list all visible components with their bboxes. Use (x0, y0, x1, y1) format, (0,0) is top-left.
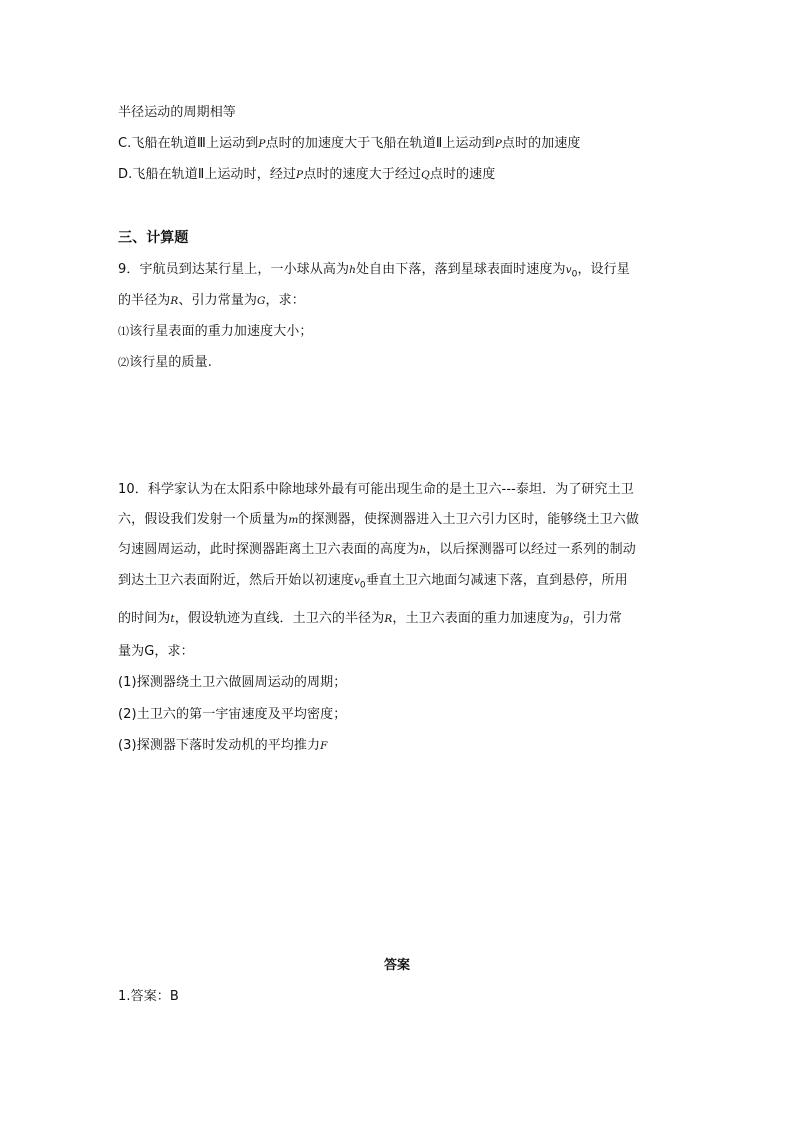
option-d-var-p: P (296, 169, 304, 181)
q8-option-d (118, 166, 495, 184)
q10-text-5d: ，引力常 (569, 611, 622, 626)
q9-var-v-sub: 0 (571, 269, 578, 280)
q9-var-h: h (349, 264, 356, 276)
q8-continuation-text: 半径运动的周期相等 (118, 105, 236, 120)
option-d-text-c: 点时的速度 (429, 167, 496, 182)
answer-1-text: 1.答案：B (118, 989, 179, 1004)
option-c-text-c: 点时的加速度 (501, 136, 581, 151)
q8-continuation-line (118, 104, 236, 122)
q10-var-v-sub: 0 (359, 580, 366, 591)
q10-text-5b: ，假设轨迹为直线．土卫六的半径为 (174, 611, 385, 626)
q10-text-2a: 六，假设我们发射一个质量为 (118, 512, 289, 527)
option-d-text-a: D.飞船在轨道Ⅱ上运动时，经过 (118, 167, 297, 182)
q10-part-1-text: (1)探测器绕土卫六做圆周运动的周期； (118, 675, 347, 690)
q9-var-v: v (565, 264, 572, 276)
q9-part-2-text: 该行星的质量. (129, 355, 212, 370)
q10-var-r: R (384, 613, 393, 625)
q10-text-4b: 垂直土卫六地面匀减速下落，直到悬停，所用 (365, 573, 628, 588)
answer-1 (118, 988, 179, 1006)
q10-text-3b: ，以后探测器可以经过一系列的制动 (426, 542, 636, 557)
option-c-var-p1: P (258, 138, 266, 150)
q9-part-1 (118, 323, 313, 341)
option-c-text-a: C.飞船在轨道Ⅲ上运动到 (118, 136, 259, 151)
q10-var-f: F (320, 740, 328, 752)
q10-var-h: h (419, 544, 427, 556)
q9-var-g: G (257, 295, 266, 307)
section-heading: 三、计算题 (118, 230, 189, 246)
q10-var-t: t (170, 613, 175, 625)
q10-line-4 (118, 572, 628, 590)
q10-text-5c: ，土卫六表面的重力加速度为 (392, 611, 563, 626)
q10-part-3-text: (3)探测器下落时发动机的平均推力 (118, 738, 321, 753)
q10-var-v: v (353, 575, 360, 587)
q9-text-a: 9．宇航员到达某行星上，一小球从高为 (118, 262, 350, 277)
q8-option-c (118, 135, 581, 153)
q9-part-1-number: ⑴ (118, 325, 130, 338)
q10-text-3a: 匀速圆周运动，此时探测器距离土卫六表面的高度为 (118, 542, 420, 557)
q9-text-d: 的半径为 (118, 293, 171, 308)
q9-part-2 (118, 354, 212, 372)
q10-part-2-text: (2)土卫六的第一宇宙速度及平均密度； (118, 707, 347, 722)
q9-text-f: ，求： (265, 293, 305, 308)
q9-line-2 (118, 292, 305, 310)
q9-part-1-text: 该行星表面的重力加速度大小； (129, 324, 313, 339)
q10-text-6: 量为G，求： (118, 644, 194, 659)
q10-text-4a: 到达土卫六表面附近，然后开始以初速度 (118, 573, 354, 588)
q10-line-5 (118, 610, 622, 628)
q10-text-1: 10．科学家认为在太阳系中除地球外最有可能出现生命的是土卫六---泰坦．为了研究土卫 (118, 482, 634, 497)
q10-text-2b: 的探测器，使探测器进入土卫六引力区时，能够绕土卫六做 (298, 512, 639, 527)
q10-var-m: m (288, 514, 299, 526)
q10-var-g: g (562, 613, 570, 625)
q10-part-1 (118, 674, 346, 692)
q10-part-2 (118, 706, 346, 724)
q10-line-1 (118, 481, 634, 499)
q9-text-b: 处自由下落，落到星球表面时速度为 (355, 262, 566, 277)
option-c-text-b: 点时的加速度大于飞船在轨道Ⅱ上运动到 (265, 136, 495, 151)
q9-var-r: R (170, 295, 179, 307)
q10-text-5a: 的时间为 (118, 611, 171, 626)
q9-text-e: 、引力常量为 (178, 293, 258, 308)
q9-line-1 (118, 261, 630, 279)
q9-text-c: ，设行星 (577, 262, 630, 277)
q10-line-2 (118, 511, 639, 529)
option-d-var-q: Q (421, 169, 430, 181)
q10-line-6 (118, 643, 194, 661)
answers-title: 答案 (383, 958, 410, 973)
option-d-text-b: 点时的速度大于经过 (303, 167, 422, 182)
option-c-var-p2: P (494, 138, 502, 150)
q10-line-3 (118, 541, 636, 559)
q10-part-3 (118, 737, 328, 755)
q9-part-2-number: ⑵ (118, 356, 130, 369)
